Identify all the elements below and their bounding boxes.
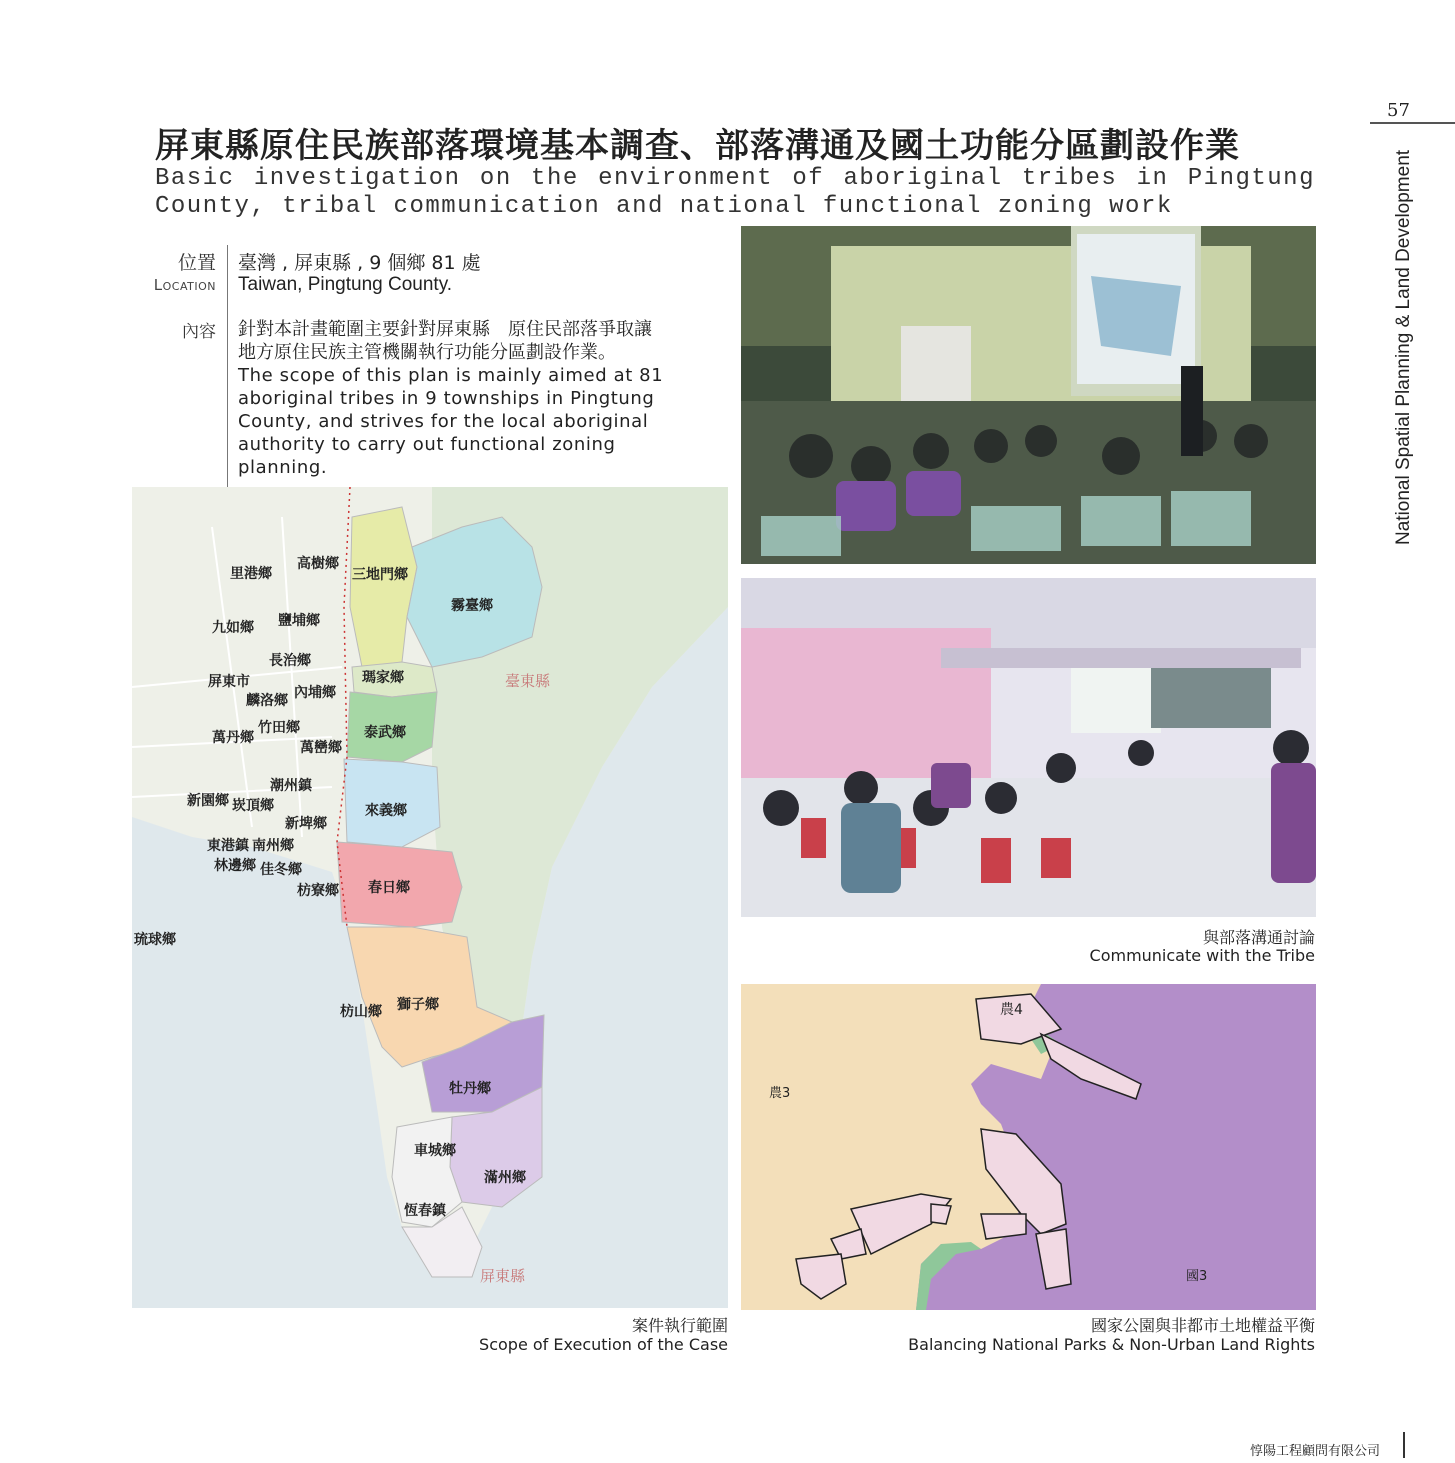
page-number: 57 — [1387, 100, 1410, 121]
meeting-photo-1 — [741, 226, 1316, 564]
township-chunri: 春日鄉 — [368, 880, 410, 896]
content-zh — [238, 318, 688, 364]
zoning-map-graphic — [741, 984, 1316, 1310]
township-chaozhou: 潮州鎮 — [270, 778, 312, 794]
township-changzhi: 長治鄉 — [269, 653, 311, 669]
township-shizi: 獅子鄉 — [397, 997, 439, 1013]
meeting-photo-2-graphic — [741, 578, 1316, 917]
zoning-caption-en: Balancing National Parks & Non-Urban Land Rights — [908, 1335, 1315, 1354]
township-taiwu: 泰武鄉 — [364, 725, 406, 741]
zoning-map — [741, 984, 1316, 1310]
township-xinyuan: 新園鄉 — [187, 793, 229, 809]
zone-label-nong3: 農3 — [769, 1086, 791, 1101]
content-label-zh: 內容 — [182, 322, 216, 342]
map-graphic — [132, 487, 728, 1308]
county-label-taitung: 臺東縣 — [505, 672, 551, 690]
photo-2-caption-zh: 與部落溝通討論 — [1202, 928, 1315, 947]
township-yanpu: 鹽埔鄉 — [278, 613, 320, 629]
footer-rule — [1403, 1432, 1405, 1458]
township-sandimen: 三地門鄉 — [352, 567, 408, 583]
page-subtitle-en: Basic investigation on the environment of aboriginal tribes in Pingtung County, tribal communication and national functional zoning work — [155, 165, 1315, 220]
content-zh-line2: 地方原住民族主管機關執行功能分區劃設作業。 — [238, 342, 616, 363]
township-linbian: 林邊鄉 — [214, 858, 256, 874]
township-neipu: 內埔鄉 — [294, 685, 336, 701]
map-caption-zh: 案件執行範圍 — [631, 1316, 728, 1335]
township-wandan: 萬丹鄉 — [212, 730, 254, 746]
photo-2-caption-en: Communicate with the Tribe — [1089, 946, 1315, 965]
township-nanzhou: 南州鄉 — [252, 838, 294, 854]
location-value-zh: 臺灣 , 屏東縣 , 9 個鄉 81 處 — [238, 252, 481, 274]
township-gaoshu: 高樹鄉 — [297, 556, 339, 572]
township-pingtung: 屏東市 — [208, 674, 250, 690]
township-checheng: 車城鄉 — [414, 1143, 456, 1159]
township-ligang: 里港鄉 — [230, 566, 272, 582]
zone-label-nong4: 農4 — [1000, 1002, 1023, 1018]
township-jiuru: 九如鄉 — [212, 620, 254, 636]
township-jiadong: 佳冬鄉 — [260, 862, 302, 878]
township-linluo: 麟洛鄉 — [246, 693, 288, 709]
township-liuqiu: 琉球鄉 — [134, 932, 176, 948]
township-majia: 瑪家鄉 — [362, 670, 404, 686]
township-fangliao: 枋寮鄉 — [297, 883, 339, 899]
township-wanluan: 萬巒鄉 — [300, 740, 342, 756]
zoning-caption-zh: 國家公園與非都市土地權益平衡 — [1090, 1316, 1315, 1335]
township-wutai: 霧臺鄉 — [451, 598, 493, 614]
township-manzhou: 滿州鄉 — [484, 1170, 526, 1186]
section-title: National Spatial Planning & Land Development — [1393, 149, 1414, 545]
county-label-pingtung: 屏東縣 — [480, 1267, 526, 1285]
pingtung-township-map — [132, 487, 728, 1308]
township-fangshan: 枋山鄉 — [340, 1004, 382, 1020]
location-value-en: Taiwan, Pingtung County. — [238, 274, 453, 295]
location-label-en: Location — [153, 276, 216, 294]
map-caption-en: Scope of Execution of the Case — [479, 1335, 728, 1354]
location-label-zh: 位置 — [177, 252, 216, 274]
page-number-rule — [1370, 122, 1455, 124]
content-en: The scope of this plan is mainly aimed at 81 aboriginal tribes in 9 townships in Pingtung County, and strives for the local aboriginal authority to carry out functional zoning planning. — [238, 365, 664, 478]
page-title: 屏東縣原住民族部落環境基本調查、部落溝通及國土功能分區劃設作業 — [155, 126, 1240, 166]
meeting-photo-2 — [741, 578, 1316, 917]
zone-label-guo3: 國3 — [1186, 1269, 1208, 1284]
meeting-photo-1-graphic — [741, 226, 1316, 564]
company-name: 惇陽工程顧問有限公司 — [1250, 1444, 1381, 1459]
content-zh-line1: 針對本計畫範圍主要針對屏東縣 原住民部落爭取讓 — [238, 319, 652, 340]
township-laiyi: 來義鄉 — [365, 803, 407, 819]
township-xinpi: 新埤鄉 — [285, 816, 327, 832]
township-hengchun: 恆春鎮 — [404, 1203, 446, 1219]
info-divider — [227, 245, 228, 490]
township-zhutian: 竹田鄉 — [258, 720, 300, 736]
township-kanding: 崁頂鄉 — [232, 798, 274, 814]
township-mudan: 牡丹鄉 — [449, 1081, 491, 1097]
township-donggang: 東港鎮 — [207, 838, 249, 854]
